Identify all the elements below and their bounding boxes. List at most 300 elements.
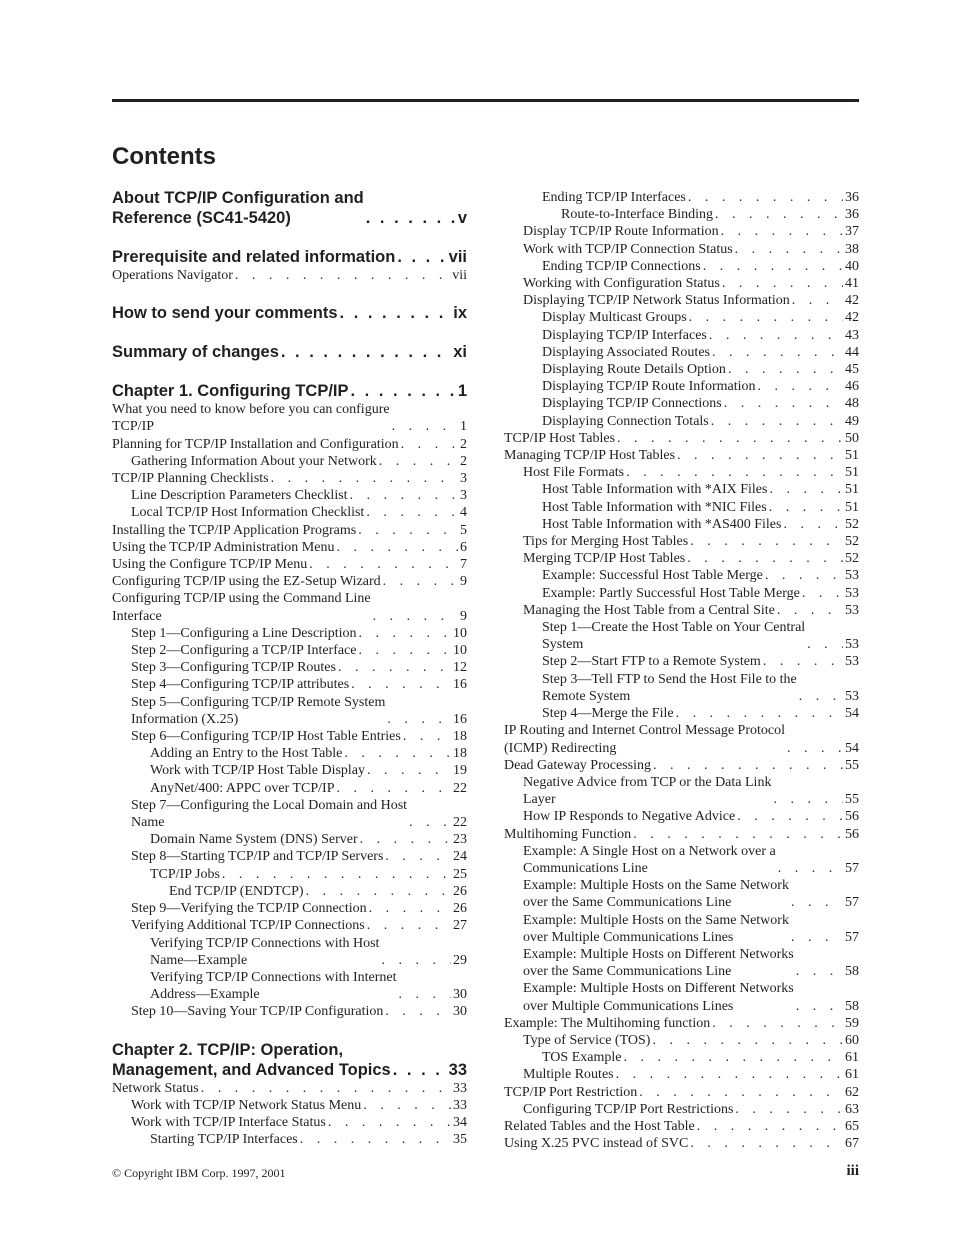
copyright-notice: © Copyright IBM Corp. 1997, 2001 [112,1166,286,1180]
toc-entry[interactable] [112,522,467,539]
toc-entry-page: 63 [845,1101,859,1117]
toc-entry-title: Adding an Entry to the Host Table [150,746,343,762]
toc-entry-page: 56 [845,809,859,825]
toc-entry-page: 41 [845,276,859,292]
dot-leader [799,688,843,705]
dot-leader [336,539,458,556]
toc-entry-page: 53 [845,602,859,618]
dot-leader [688,189,843,206]
toc-entry-page: 25 [453,866,467,882]
toc-entry[interactable] [112,917,467,934]
toc-entry-title: Work with TCP/IP Connection Status [523,241,733,257]
toc-entry-title: Multihoming Function [504,826,632,842]
toc-entry-title: Using the TCP/IP Administration Menu [112,539,335,555]
toc-entry-page: 4 [460,505,467,521]
toc-entry[interactable] [112,487,467,504]
toc-entry[interactable] [504,774,859,808]
toc-entry-title: Example: The Multihoming function [504,1015,711,1031]
toc-entry[interactable] [112,642,467,659]
toc-entry[interactable] [504,946,859,980]
toc-entry-page: 10 [453,643,467,659]
dot-leader [735,241,843,258]
page-title: Contents [112,143,216,170]
toc-entry-page: 51 [845,499,859,515]
toc-entry-title: Dead Gateway Processing [504,757,651,773]
toc-entry[interactable] [504,1084,859,1101]
toc-entry[interactable] [504,292,859,309]
dot-leader [639,1084,843,1101]
toc-entry[interactable] [504,585,859,602]
dot-leader [807,636,843,653]
toc-entry-title: Step 8—Starting TCP/IP and TCP/IP Servers [131,849,384,865]
toc-entry-page: 2 [460,436,467,452]
toc-entry-page: 27 [453,918,467,934]
dot-leader [728,361,843,378]
toc-entry-title: Step 3—Tell FTP to Send the Host File to the Remote System [542,671,797,704]
toc-entry[interactable] [504,464,859,481]
toc-entry[interactable] [504,602,859,619]
toc-entry-title: Example: Multiple Hosts on the Same Network over the Same Communications Line [523,878,789,911]
toc-entry-page: 57 [845,929,859,945]
toc-entry-title: IP Routing and Internet Control Message Protocol (ICMP) Redirecting [504,723,785,756]
toc-entry[interactable] [504,1101,859,1118]
toc-entry[interactable] [112,866,467,883]
toc-entry-page: 59 [845,1015,859,1031]
toc-entry-title: Displaying Connection Totals [542,413,709,429]
dot-leader [351,676,451,693]
toc-entry-page: 54 [845,706,859,722]
dot-leader [328,1114,451,1131]
toc-entry[interactable] [112,659,467,676]
toc-entry[interactable] [112,573,467,590]
toc-entry[interactable] [504,1118,859,1135]
toc-entry[interactable] [504,430,859,447]
toc-entry-page: 58 [845,964,859,980]
toc-entry-page: 26 [453,901,467,917]
toc-entry-page: 55 [845,757,859,773]
toc-right-column [504,189,859,1152]
toc-entry-title: Tips for Merging Host Tables [523,534,689,550]
toc-entry-title: Multiple Routes [523,1067,614,1083]
toc-entry-page: 53 [845,637,859,653]
toc-entry[interactable] [112,935,467,969]
toc-entry[interactable] [504,912,859,946]
toc-heading-entry[interactable] [112,188,467,228]
toc-entry-page: 57 [845,895,859,911]
toc-entry[interactable] [112,1003,467,1020]
toc-entry[interactable] [112,539,467,556]
toc-entry-title: Related Tables and the Host Table [504,1118,695,1134]
dot-leader [350,487,458,504]
toc-entry-page: 46 [845,379,859,395]
toc-entry-title: Work with TCP/IP Interface Status [131,1114,326,1130]
dot-leader [796,963,843,980]
dot-leader [359,642,451,659]
toc-entry-title: Display Multicast Groups [542,310,687,326]
toc-entry[interactable] [112,762,467,779]
toc-entry[interactable] [504,241,859,258]
toc-entry-title: Step 4—Configuring TCP/IP attributes [131,677,350,693]
toc-entry[interactable] [112,848,467,865]
toc-entry[interactable] [504,189,859,206]
toc-entry[interactable] [112,590,467,624]
toc-entry[interactable] [504,223,859,240]
toc-entry-title: TCP/IP Jobs [150,866,220,882]
dot-leader [340,303,452,323]
dot-leader [379,453,458,470]
toc-entry-page: 23 [453,832,467,848]
toc-entry[interactable] [504,808,859,825]
dot-leader [735,1101,843,1118]
toc-entry-page: vii [452,268,467,283]
dot-leader [791,894,843,911]
toc-entry-title: Configuring TCP/IP using the Command Line Interface [112,591,371,624]
toc-entry-title: Configuring TCP/IP Port Restrictions [523,1101,734,1117]
toc-entry-title: Host Table Information with *AIX Files [542,482,768,498]
dot-leader [758,378,844,395]
toc-entry-page: 61 [845,1050,859,1066]
toc-entry-title: Type of Service (TOS) [523,1032,651,1048]
toc-entry-title: Example: Multiple Hosts on Different Networks over Multiple Communications Lines [523,981,794,1014]
toc-entry-title: Step 9—Verifying the TCP/IP Connection [131,901,367,917]
dot-leader [715,206,843,223]
toc-entry[interactable] [112,883,467,900]
toc-entry[interactable] [112,436,467,453]
toc-entry-title: Using X.25 PVC instead of SVC [504,1136,689,1152]
dot-leader [722,275,843,292]
dot-leader [337,780,452,797]
dot-leader [358,522,458,539]
dot-leader [393,1060,447,1080]
toc-entry-page: 51 [845,482,859,498]
toc-entry[interactable] [112,676,467,693]
toc-entry[interactable] [504,499,859,516]
toc-entry-page: 61 [845,1067,859,1083]
toc-entry-title: Example: Successful Host Table Merge [542,568,763,584]
dot-leader [709,327,843,344]
toc-entry[interactable] [504,327,859,344]
toc-entry-title: AnyNet/400: APPC over TCP/IP [150,780,335,796]
toc-entry-page: 9 [460,608,467,624]
toc-entry-page: 18 [453,729,467,745]
toc-entry-title: Installing the TCP/IP Application Programs [112,522,357,538]
dot-leader [677,447,843,464]
toc-entry[interactable] [112,267,467,284]
toc-entry-page: 30 [453,1004,467,1020]
toc-entry[interactable] [112,969,467,1003]
toc-entry[interactable] [504,980,859,1014]
toc-entry-page: 57 [845,860,859,876]
toc-entry[interactable] [504,395,859,412]
toc-entry-title: Step 2—Start FTP to a Remote System [542,654,761,670]
toc-entry-title: TCP/IP Host Tables [504,430,616,446]
toc-entry-page: 44 [845,344,859,360]
toc-entry-title: Step 3—Configuring TCP/IP Routes [131,660,336,676]
toc-entry-page: 19 [453,763,467,779]
toc-entry-title: Step 5—Configuring TCP/IP Remote System Information (X.25) [131,694,386,727]
dot-leader [360,831,451,848]
toc-entry-title: Step 10—Saving Your TCP/IP Configuration [131,1004,384,1020]
toc-heading-entry[interactable] [112,1040,467,1080]
toc-entry-title: Displaying TCP/IP Interfaces [542,327,707,343]
dot-leader [306,883,451,900]
toc-entry[interactable] [504,619,859,653]
toc-entry-page: 9 [460,574,467,590]
toc-entry-title: What you need to know before you can configure TCP/IP [112,402,390,435]
toc-entry[interactable] [112,556,467,573]
toc-entry-title: Displaying TCP/IP Connections [542,396,722,412]
dot-leader [397,247,446,267]
toc-entry-title: Displaying Route Details Option [542,362,726,378]
toc-entry-page: 51 [845,465,859,481]
toc-entry[interactable] [112,745,467,762]
toc-heading-entry[interactable] [112,303,467,323]
toc-entry-title: TOS Example [542,1050,622,1066]
toc-entry-title: Operations Navigator [112,268,233,283]
toc-entry-page: 53 [845,654,859,670]
toc-entry[interactable] [504,1066,859,1083]
toc-entry-page: 16 [453,711,467,727]
toc-entry[interactable] [504,1049,859,1066]
toc-entry[interactable] [504,705,859,722]
toc-entry-title: Displaying Associated Routes [542,344,710,360]
toc-entry[interactable] [112,694,467,728]
toc-entry-page: 6 [460,539,467,555]
toc-entry-page: v [457,209,467,227]
toc-entry-page: 22 [453,815,467,831]
toc-entry[interactable] [504,344,859,361]
dot-leader [409,814,451,831]
toc-entry-title: Route-to-Interface Binding [561,207,714,223]
dot-leader [721,223,843,240]
toc-entry-page: 18 [453,746,467,762]
toc-entry[interactable] [504,671,859,705]
dot-leader [690,533,843,550]
toc-entry[interactable] [504,722,859,756]
toc-entry-title: Display TCP/IP Route Information [523,224,719,240]
toc-entry-page: 1 [460,419,467,435]
dot-leader [697,1118,843,1135]
dot-leader [383,573,458,590]
toc-entry-title: Step 4—Merge the File [542,706,674,722]
dot-leader [387,711,451,728]
dot-leader [792,292,843,309]
toc-entry-page: 56 [845,826,859,842]
dot-leader [626,464,843,481]
dot-leader [381,952,451,969]
dot-leader [222,866,451,883]
toc-entry[interactable] [504,516,859,533]
toc-entry-title: Displaying TCP/IP Route Information [542,379,756,395]
toc-entry[interactable] [112,728,467,745]
dot-leader [399,986,451,1003]
dot-leader [703,258,843,275]
toc-entry-page: 54 [845,740,859,756]
toc-entry-title: Ending TCP/IP Connections [542,258,701,274]
toc-entry[interactable] [504,567,859,584]
toc-entry-title: Step 2—Configuring a TCP/IP Interface [131,643,357,659]
toc-entry-page: vii [448,248,467,266]
toc-entry[interactable] [504,653,859,670]
toc-entry[interactable] [112,453,467,470]
toc-entry-page: 2 [460,453,467,469]
toc-entry[interactable] [504,481,859,498]
toc-entry[interactable] [504,361,859,378]
toc-entry-page: 52 [845,551,859,567]
toc-entry-title: Local TCP/IP Host Information Checklist [131,505,365,521]
dot-leader [309,556,458,573]
toc-entry[interactable] [504,550,859,567]
toc-entry[interactable] [504,309,859,326]
toc-entry-page: 62 [845,1084,859,1100]
toc-entry[interactable] [112,470,467,487]
toc-entry-title: Line Description Parameters Checklist [131,488,348,504]
toc-entry-page: 53 [845,568,859,584]
toc-entry-page: 53 [845,585,859,601]
toc-entry[interactable] [112,1114,467,1131]
toc-entry-title: Host File Formats [523,465,625,481]
dot-leader [769,499,843,516]
dot-leader [367,762,451,779]
dot-leader [338,659,451,676]
dot-leader [344,745,451,762]
dot-leader [401,436,458,453]
toc-entry-page: 38 [845,241,859,257]
toc-entry[interactable] [504,757,859,774]
toc-entry-title: Network Status [112,1080,199,1096]
toc-entry[interactable] [112,1080,467,1097]
dot-leader [617,430,843,447]
dot-leader [711,413,843,430]
toc-entry-title: Planning for TCP/IP Installation and Configuration [112,436,399,452]
toc-entry-page: 3 [460,471,467,487]
toc-entry-title: Ending TCP/IP Interfaces [542,190,686,205]
dot-leader [777,602,843,619]
toc-entry-page: xi [453,343,467,362]
toc-entry[interactable] [504,378,859,395]
toc-entry-page: 16 [453,677,467,693]
toc-entry[interactable] [112,797,467,831]
toc-entry-title: TCP/IP Planning Checklists [112,471,269,487]
dot-leader [359,625,451,642]
toc-entry[interactable] [504,826,859,843]
toc-entry-title: Work with TCP/IP Host Table Display [150,763,366,779]
toc-entry-page: 33 [453,1080,467,1096]
dot-leader [712,344,843,361]
toc-entry[interactable] [112,1131,467,1148]
toc-entry-title: Verifying Additional TCP/IP Connections [131,918,365,934]
toc-entry-page: 49 [845,413,859,429]
dot-leader [633,826,843,843]
toc-entry-title: Work with TCP/IP Network Status Menu [131,1097,362,1113]
toc-entry[interactable] [112,780,467,797]
toc-entry-title: Domain Name System (DNS) Server [150,832,358,848]
toc-entry-title: Verifying TCP/IP Connections with Host Name—Example [150,935,380,968]
toc-entry-title: TCP/IP Port Restriction [504,1084,638,1100]
toc-entry-title: How IP Responds to Negative Advice [523,809,736,825]
dot-leader [385,1003,451,1020]
toc-entry[interactable] [504,413,859,430]
toc-entry[interactable] [504,275,859,292]
toc-entry[interactable] [504,1032,859,1049]
toc-entry-title: Working with Configuration Status [523,276,720,292]
toc-entry-page: 58 [845,998,859,1014]
toc-entry-page: ix [453,304,467,323]
toc-entry-title: Verifying TCP/IP Connections with Internet Address—Example [150,969,397,1003]
dot-leader [300,1131,451,1148]
toc-entry-page: 10 [453,625,467,641]
dot-leader [802,585,843,602]
dot-leader [363,1097,451,1114]
dot-leader [778,860,843,877]
toc-entry[interactable] [504,447,859,464]
toc-entry-title: Prerequisite and related information [112,248,396,266]
toc-entry-page: 42 [845,310,859,326]
dot-leader [783,516,843,533]
toc-entry[interactable] [112,900,467,917]
toc-entry-page: 36 [845,207,859,223]
toc-entry-page: 36 [845,190,859,205]
dot-leader [235,267,450,284]
toc-entry-title: Gathering Information About your Network [131,453,377,469]
toc-entry[interactable] [112,401,467,435]
toc-entry[interactable] [504,258,859,275]
toc-entry-page: 51 [845,448,859,464]
dot-leader [796,998,843,1015]
toc-entry-title: Managing the Host Table from a Central Site [523,602,775,618]
toc-entry-page: 48 [845,396,859,412]
dot-leader [351,381,456,401]
toc-heading-entry[interactable] [112,247,467,267]
toc-entry[interactable] [504,877,859,911]
toc-heading-entry[interactable] [112,342,467,362]
toc-entry-title: Step 1—Create the Host Table on Your Central System [542,620,806,653]
toc-entry-page: 24 [453,849,467,865]
toc-entry-page: 55 [845,792,859,808]
toc-entry[interactable] [112,504,467,521]
toc-entry-title: Using the Configure TCP/IP Menu [112,557,308,573]
toc-entry[interactable] [504,206,859,223]
dot-leader [791,929,843,946]
dot-leader [763,653,843,670]
toc-entry-page: 12 [453,660,467,676]
toc-entry-page: 33 [453,1097,467,1113]
toc-heading-entry[interactable] [112,381,467,401]
dot-leader [724,395,843,412]
toc-entry[interactable] [504,843,859,877]
toc-entry[interactable] [112,1097,467,1114]
toc-entry-page: 34 [453,1114,467,1130]
dot-leader [690,1135,843,1152]
toc-entry-page: 7 [460,557,467,573]
toc-entry-page: 42 [845,293,859,309]
toc-entry[interactable] [504,1015,859,1032]
dot-leader [676,705,843,722]
toc-entry-page: 60 [845,1032,859,1048]
toc-entry-title: End TCP/IP (ENDTCP) [169,883,304,899]
toc-entry-page: 52 [845,534,859,550]
dot-leader [281,342,451,362]
dot-leader [392,418,458,435]
page-number: iii [846,1163,859,1179]
toc-entry[interactable] [504,1135,859,1152]
dot-leader [367,917,451,934]
toc-entry[interactable] [112,831,467,848]
toc-entry[interactable] [504,533,859,550]
toc-entry[interactable] [112,625,467,642]
dot-leader [201,1080,451,1097]
toc-entry-title: Example: Partly Successful Host Table Merge [542,585,800,601]
